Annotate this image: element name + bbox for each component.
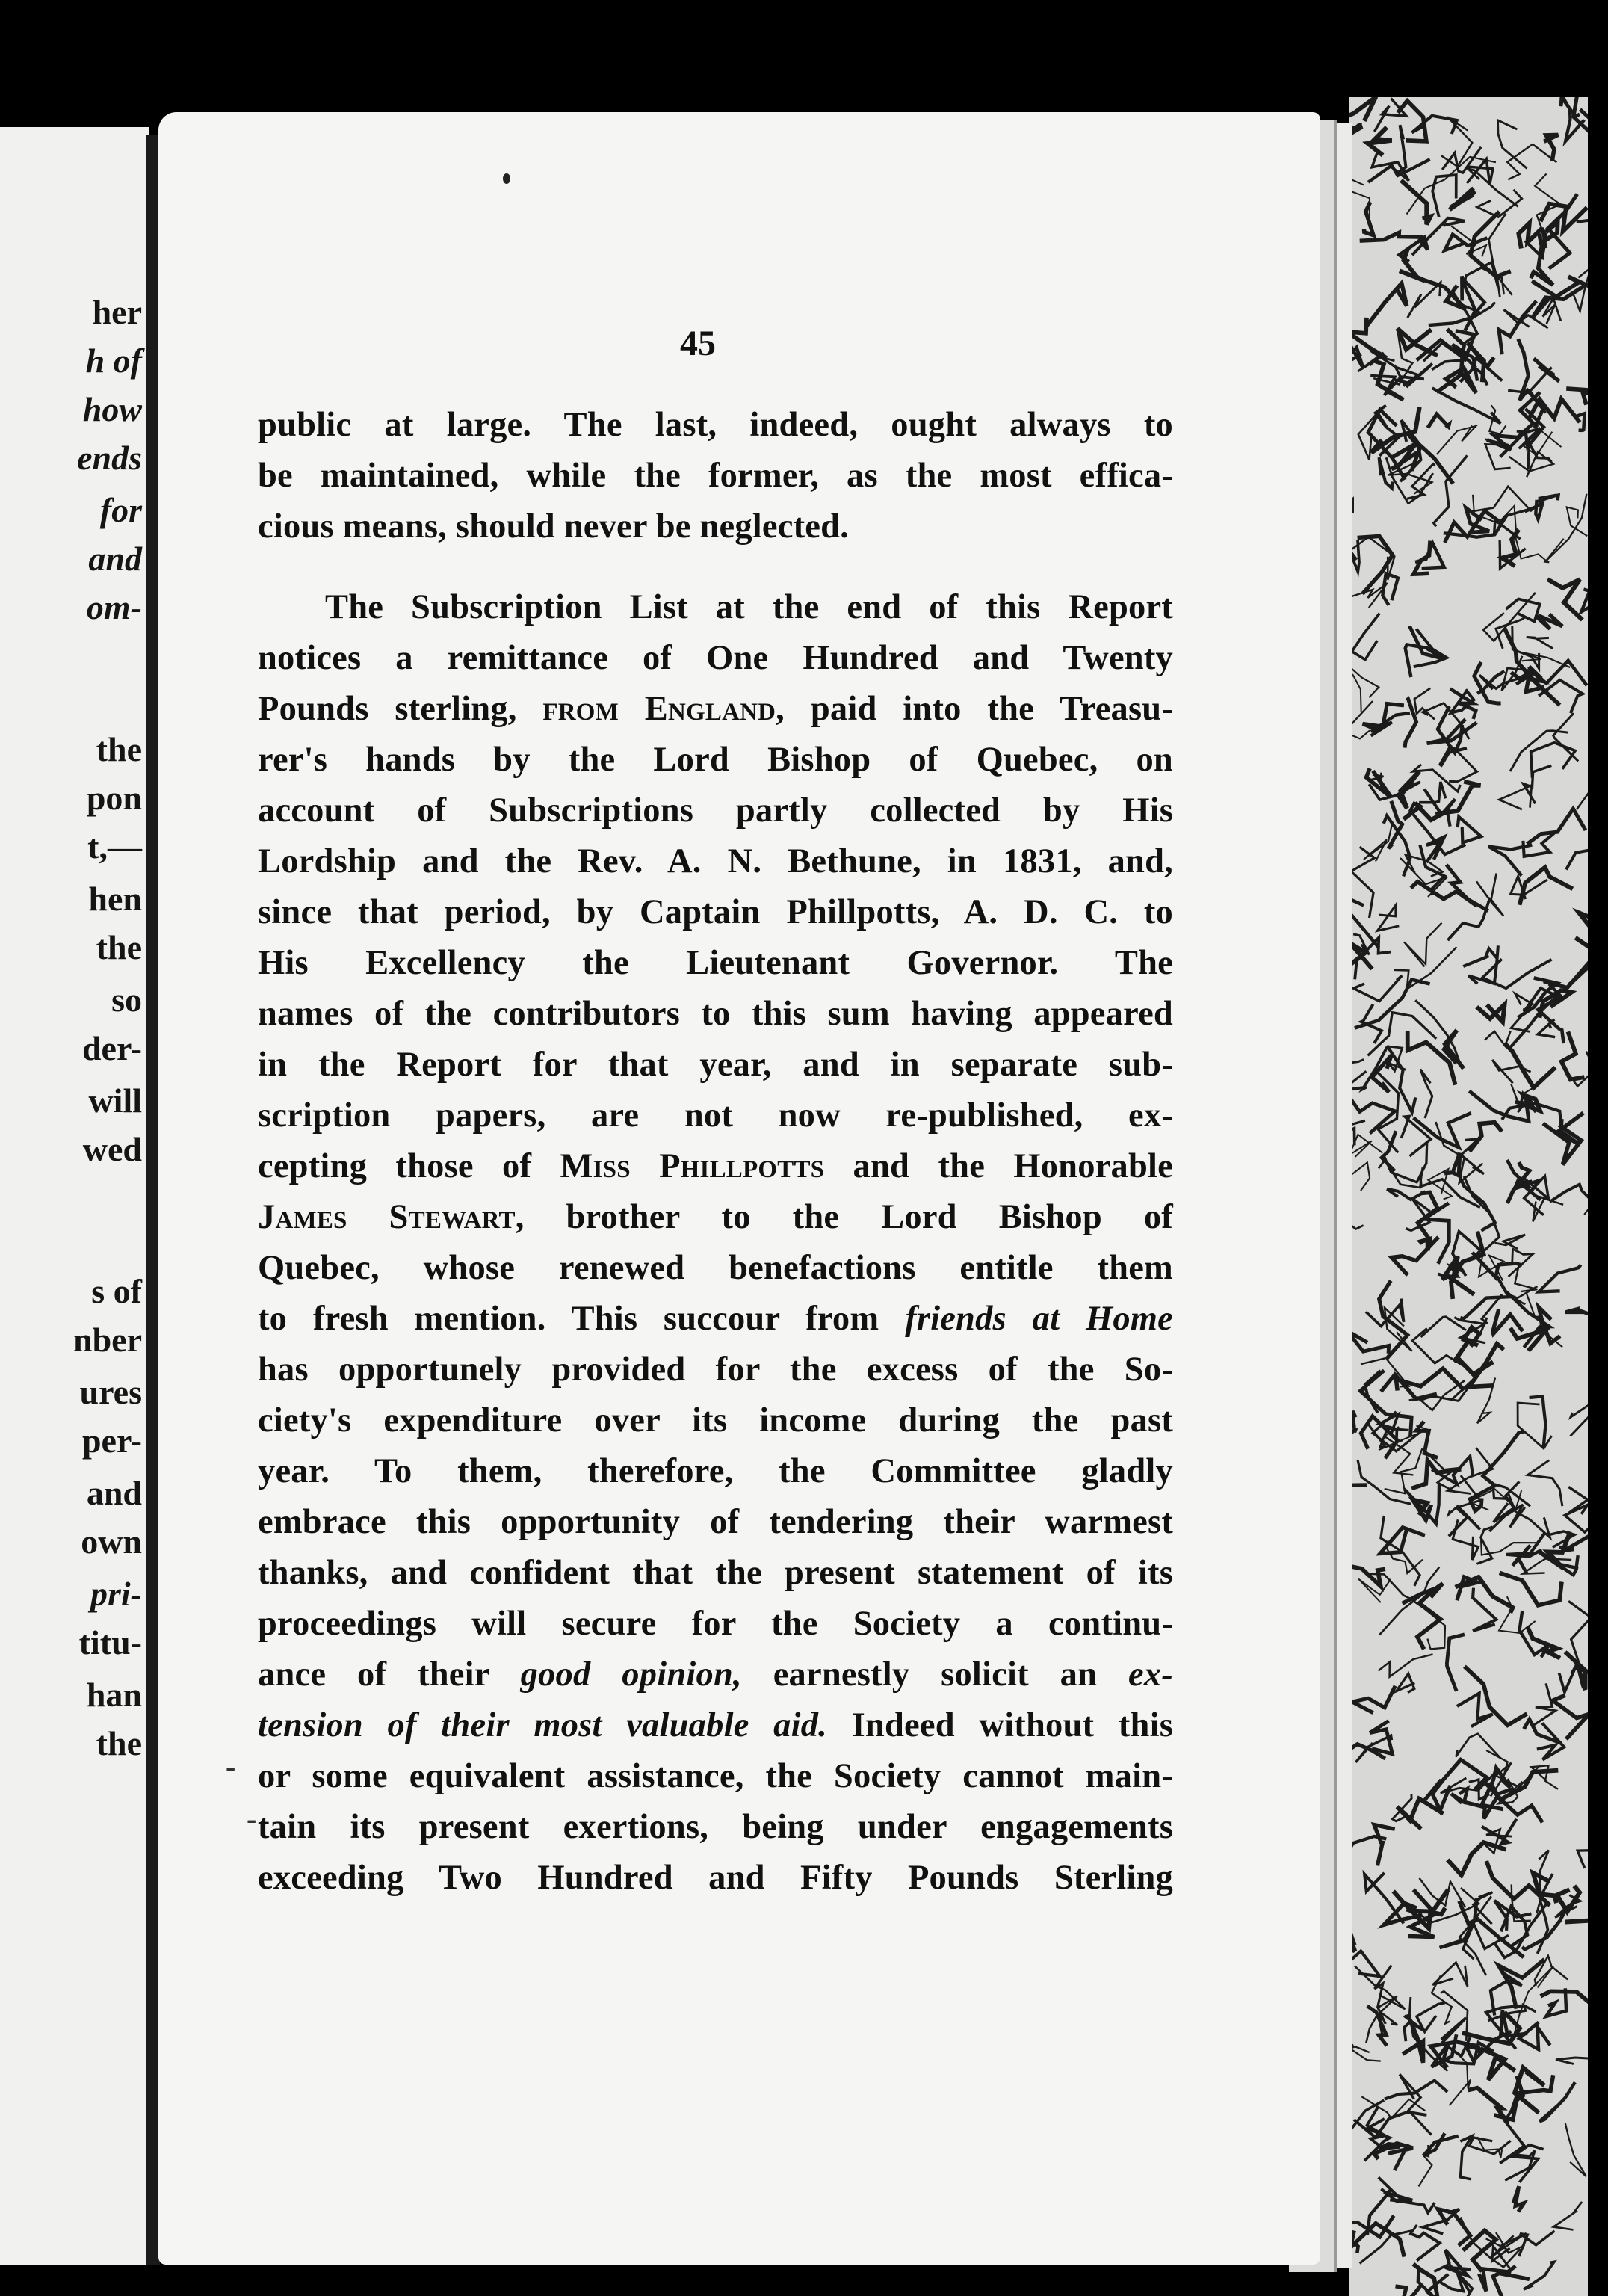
marble-vein [1532,277,1588,297]
marble-vein [1372,1055,1391,1092]
marble-vein [1565,2123,1586,2176]
marble-vein [1528,1460,1562,1506]
marble-vein [1477,1527,1493,1564]
text-line [258,1650,1173,1700]
page-number: 45 [680,324,716,363]
marble-vein [1450,2051,1471,2106]
marble-vein [1527,637,1553,649]
marble-vein [1379,2144,1407,2170]
text-run: Indeed without this [851,1706,1174,1744]
marble-vein [1416,1422,1438,1458]
marble-vein [1469,2138,1510,2154]
text-line: notices a remittance of One Hundred and Twenty [258,639,1173,677]
text-line: names of the contributors to this sum having appeared [258,995,1173,1033]
previous-page-line: the [96,730,142,768]
marble-vein [1493,2274,1530,2296]
marble-vein [1420,1070,1432,1119]
marble-vein [1460,1277,1509,1319]
text-line: Lordship and the Rev. A. N. Bethune, in 1831, and, [258,842,1173,880]
text-line: since that period, by Captain Phillpotts, A. D. C. to [258,893,1173,931]
text-line: rer's hands by the Lord Bishop of Quebec, on [258,741,1173,779]
marble-vein [1538,495,1559,501]
marble-vein [1432,1963,1468,1987]
marble-vein [1448,748,1477,781]
marble-vein [1391,1237,1438,1275]
margin-mark: - [226,1750,236,1783]
marble-vein [1485,1031,1511,1046]
marble-vein [1544,964,1588,988]
marble-vein [1458,817,1482,843]
text-line: has opportunely provided for the excess of the So- [258,1351,1173,1389]
marble-vein [1493,1309,1523,1334]
text-run: earnestly solicit an [773,1655,1098,1694]
marble-vein [1513,2186,1524,2212]
marble-vein [1437,425,1476,454]
marble-vein [1428,414,1449,428]
text-line: embrace this opportunity of tendering their warmest [258,1503,1173,1541]
marble-vein [1537,1723,1564,1760]
marble-vein [1444,1153,1460,1176]
previous-page-line: h of [85,342,142,380]
italic-run: friends at Home [905,1300,1173,1338]
text-run: brother to the Lord Bishop of [566,1198,1173,1236]
marble-vein [1553,1695,1588,1739]
marble-vein [1463,948,1497,966]
marble-vein [1423,2133,1459,2155]
marble-vein [1483,1432,1524,1487]
previous-page-line: han [86,1676,142,1714]
marbled-cover-board [1349,97,1588,2296]
marble-vein [1577,1821,1588,1868]
marble-vein [1476,874,1503,916]
text-line: cious means, should never be neglected. [258,507,849,546]
small-caps-run: from [542,690,619,728]
text-line: exceeding Two Hundred and Fifty Pounds Sterling [258,1859,1173,1897]
marble-vein [1379,1161,1423,1188]
marble-vein [1349,97,1376,121]
marble-vein [1482,959,1552,988]
marble-vein [1470,1123,1502,1152]
marble-vein [1534,359,1559,382]
previous-page-line: will [88,1081,142,1120]
marble-vein [1519,2231,1555,2256]
marble-vein [1351,847,1374,918]
marble-vein [1438,2209,1471,2246]
text-line: account of Subscriptions partly collected by His [258,791,1173,830]
ink-speck [503,173,510,184]
previous-page-line: nber [73,1321,142,1359]
italic-run: ex- [1128,1655,1174,1694]
marble-vein [1385,2081,1447,2099]
previous-page-line: so [111,981,142,1019]
text-line: scription papers, are not now re-published, ex- [258,1096,1173,1135]
marble-vein [1379,1654,1433,1676]
marble-vein [1367,283,1407,327]
text-line: proceedings will secure for the Society a continu- [258,1605,1173,1643]
previous-page-line: per- [81,1422,142,1460]
marble-vein [1476,1004,1504,1022]
text-line: Quebec, whose renewed benefactions entitle them [258,1249,1173,1287]
marble-vein [1533,285,1587,318]
marble-vein [1406,644,1429,677]
marble-vein [1404,923,1441,967]
marble-vein [1577,742,1588,809]
marble-vein [1447,1635,1465,1691]
marble-vein [1524,765,1552,803]
previous-page-line: om- [86,588,142,626]
marble-vein [1531,743,1575,778]
italic-run: tension of their most valuable aid. [258,1706,827,1744]
marble-vein [1409,2233,1439,2261]
text-line [258,684,1173,735]
previous-page-line: her [92,293,142,331]
marble-vein [1519,2022,1550,2050]
marble-vein [1477,671,1504,694]
marble-vein [1437,1760,1487,1790]
marble-vein [1524,2262,1554,2289]
marble-vein [1355,1966,1405,2010]
marble-vein [1480,2049,1515,2080]
previous-page-fragment [0,127,149,2265]
marble-vein [1412,116,1457,134]
marble-vein [1450,188,1476,210]
marble-vein [1352,614,1379,660]
marble-vein [1509,1264,1537,1292]
marble-vein [1397,1673,1415,1692]
marble-vein [1352,1686,1396,1713]
text-run: ance of their [258,1655,489,1694]
previous-page-line: ures [79,1373,142,1411]
marble-vein [1382,573,1398,605]
marble-vein [1447,1842,1506,1875]
marble-vein [1575,913,1588,954]
marble-vein [1451,1789,1467,1803]
text-line: tain its present exertions, being under engagements [258,1808,1173,1846]
text-line: be maintained, while the former, as the most effica- [258,457,1173,495]
text-run: and the Honorable [853,1147,1173,1185]
text-line: public at large. The last, indeed, ought always to [258,406,1173,444]
marble-vein [1581,587,1588,611]
marble-vein [1571,1401,1589,1436]
marble-vein [1557,1555,1579,1575]
marble-vein [1560,97,1584,141]
previous-page-line: der- [81,1029,142,1067]
previous-page-line: and [86,1474,142,1512]
marble-vein [1427,719,1477,743]
marble-vein [1532,1683,1556,1726]
marble-vein [1377,905,1399,931]
marble-vein [1567,507,1588,537]
marble-vein [1544,135,1558,161]
text-line [258,1141,1173,1192]
marble-vein [1488,845,1532,876]
previous-page-line: pri- [90,1575,142,1613]
marble-vein [1413,765,1460,791]
marble-vein [1374,1825,1395,1866]
marble-vein [1566,389,1588,405]
marble-vein [1381,1516,1420,1586]
marble-vein [1538,1019,1555,1037]
previous-page-line: the [96,928,142,966]
text-line: The Subscription List at the end of this Report [325,588,1173,626]
previous-page-line: pon [86,779,142,817]
marble-vein [1509,451,1554,477]
marble-vein [1577,220,1588,247]
marble-vein [1349,895,1379,948]
text-line [258,1700,1173,1751]
marble-vein [1547,579,1583,620]
marble-vein [1459,1174,1494,1230]
marble-vein [1479,1255,1503,1280]
margin-mark: - [247,1802,257,1836]
marble-vein [1522,652,1570,667]
small-caps-run: England, [644,690,785,728]
previous-page-line: for [99,491,142,529]
text-run: paid into the Treasu- [810,690,1174,728]
previous-page-line: the [96,1724,142,1762]
small-caps-run: James Stewart, [258,1198,525,1236]
marble-vein [1354,975,1403,1001]
previous-page-line: own [81,1522,142,1561]
marble-vein [1562,1031,1585,1079]
text-line: thanks, and confident that the present statement of its [258,1554,1173,1592]
marble-vein [1508,1493,1550,1537]
marble-vein [1411,882,1476,906]
previous-page-line: and [88,540,142,578]
italic-run: good opinion, [520,1655,742,1694]
previous-page-line: ends [77,439,142,477]
marble-vein [1515,533,1564,561]
marble-vein [1414,688,1435,720]
marble-vein [1364,825,1392,862]
marble-vein [1423,280,1465,309]
text-line: ciety's expenditure over its income during the past [258,1401,1173,1439]
marble-vein [1387,1189,1425,1200]
marble-vein [1364,202,1374,235]
previous-page-line: wed [82,1130,142,1168]
text-line: His Excellency the Lieutenant Governor. The [258,944,1173,982]
small-caps-run: Miss Phillpotts [560,1147,825,1185]
marble-vein [1510,731,1568,771]
marble-vein [1368,127,1392,155]
previous-page-line: t,— [87,827,142,865]
previous-page-line: s of [91,1272,142,1310]
marble-vein [1556,2052,1588,2064]
text-run: cepting those of [258,1147,532,1185]
marble-vein [1354,2112,1426,2138]
text-line: in the Report for that year, and in separate sub- [258,1046,1173,1084]
marble-vein [1550,1185,1588,1215]
marble-vein [1520,868,1573,905]
marble-vein [1565,1505,1588,1532]
marble-vein [1432,175,1456,217]
marble-vein [1545,494,1586,563]
previous-page-line: titu- [78,1623,142,1661]
marble-vein [1448,898,1491,940]
marble-vein [1512,1546,1530,1573]
marble-vein [1539,2082,1575,2121]
marble-vein [1349,1330,1389,1354]
marble-vein [1498,120,1527,169]
marble-vein [1388,801,1403,848]
text-run: to fresh mention. This succour from [258,1300,879,1338]
marble-vein [1349,2043,1381,2061]
marble-vein [1565,1309,1588,1315]
marble-vein [1527,809,1586,844]
text-line [258,1192,1173,1243]
marble-vein [1349,1564,1385,1586]
marble-vein [1489,1505,1525,1531]
marble-vein [1553,2202,1582,2230]
text-line: year. To them, therefore, the Committee gladly [258,1452,1173,1490]
marble-vein [1536,614,1562,629]
text-run: Pounds sterling, [258,690,517,728]
marble-vein [1539,1265,1581,1292]
marble-vein [1417,1590,1441,1650]
paragraph-gap [258,552,1173,582]
marble-vein [1507,144,1556,179]
previous-page-line: how [82,390,142,428]
marble-pattern [1349,97,1588,2296]
marble-vein [1358,536,1393,593]
marble-vein [1468,169,1518,206]
marble-vein [1396,2285,1422,2296]
text-line: or some equivalent assistance, the Society cannot main- [258,1757,1173,1795]
marble-vein [1385,1545,1423,1573]
marble-vein [1408,283,1441,318]
previous-page-line: hen [88,880,142,918]
page-body-text [258,400,1173,1904]
marble-vein [1494,510,1529,539]
text-line [258,1294,1173,1345]
marble-vein [1535,1956,1568,1986]
marble-vein [1566,847,1588,869]
marble-vein [1539,680,1583,713]
marble-vein [1349,661,1379,697]
